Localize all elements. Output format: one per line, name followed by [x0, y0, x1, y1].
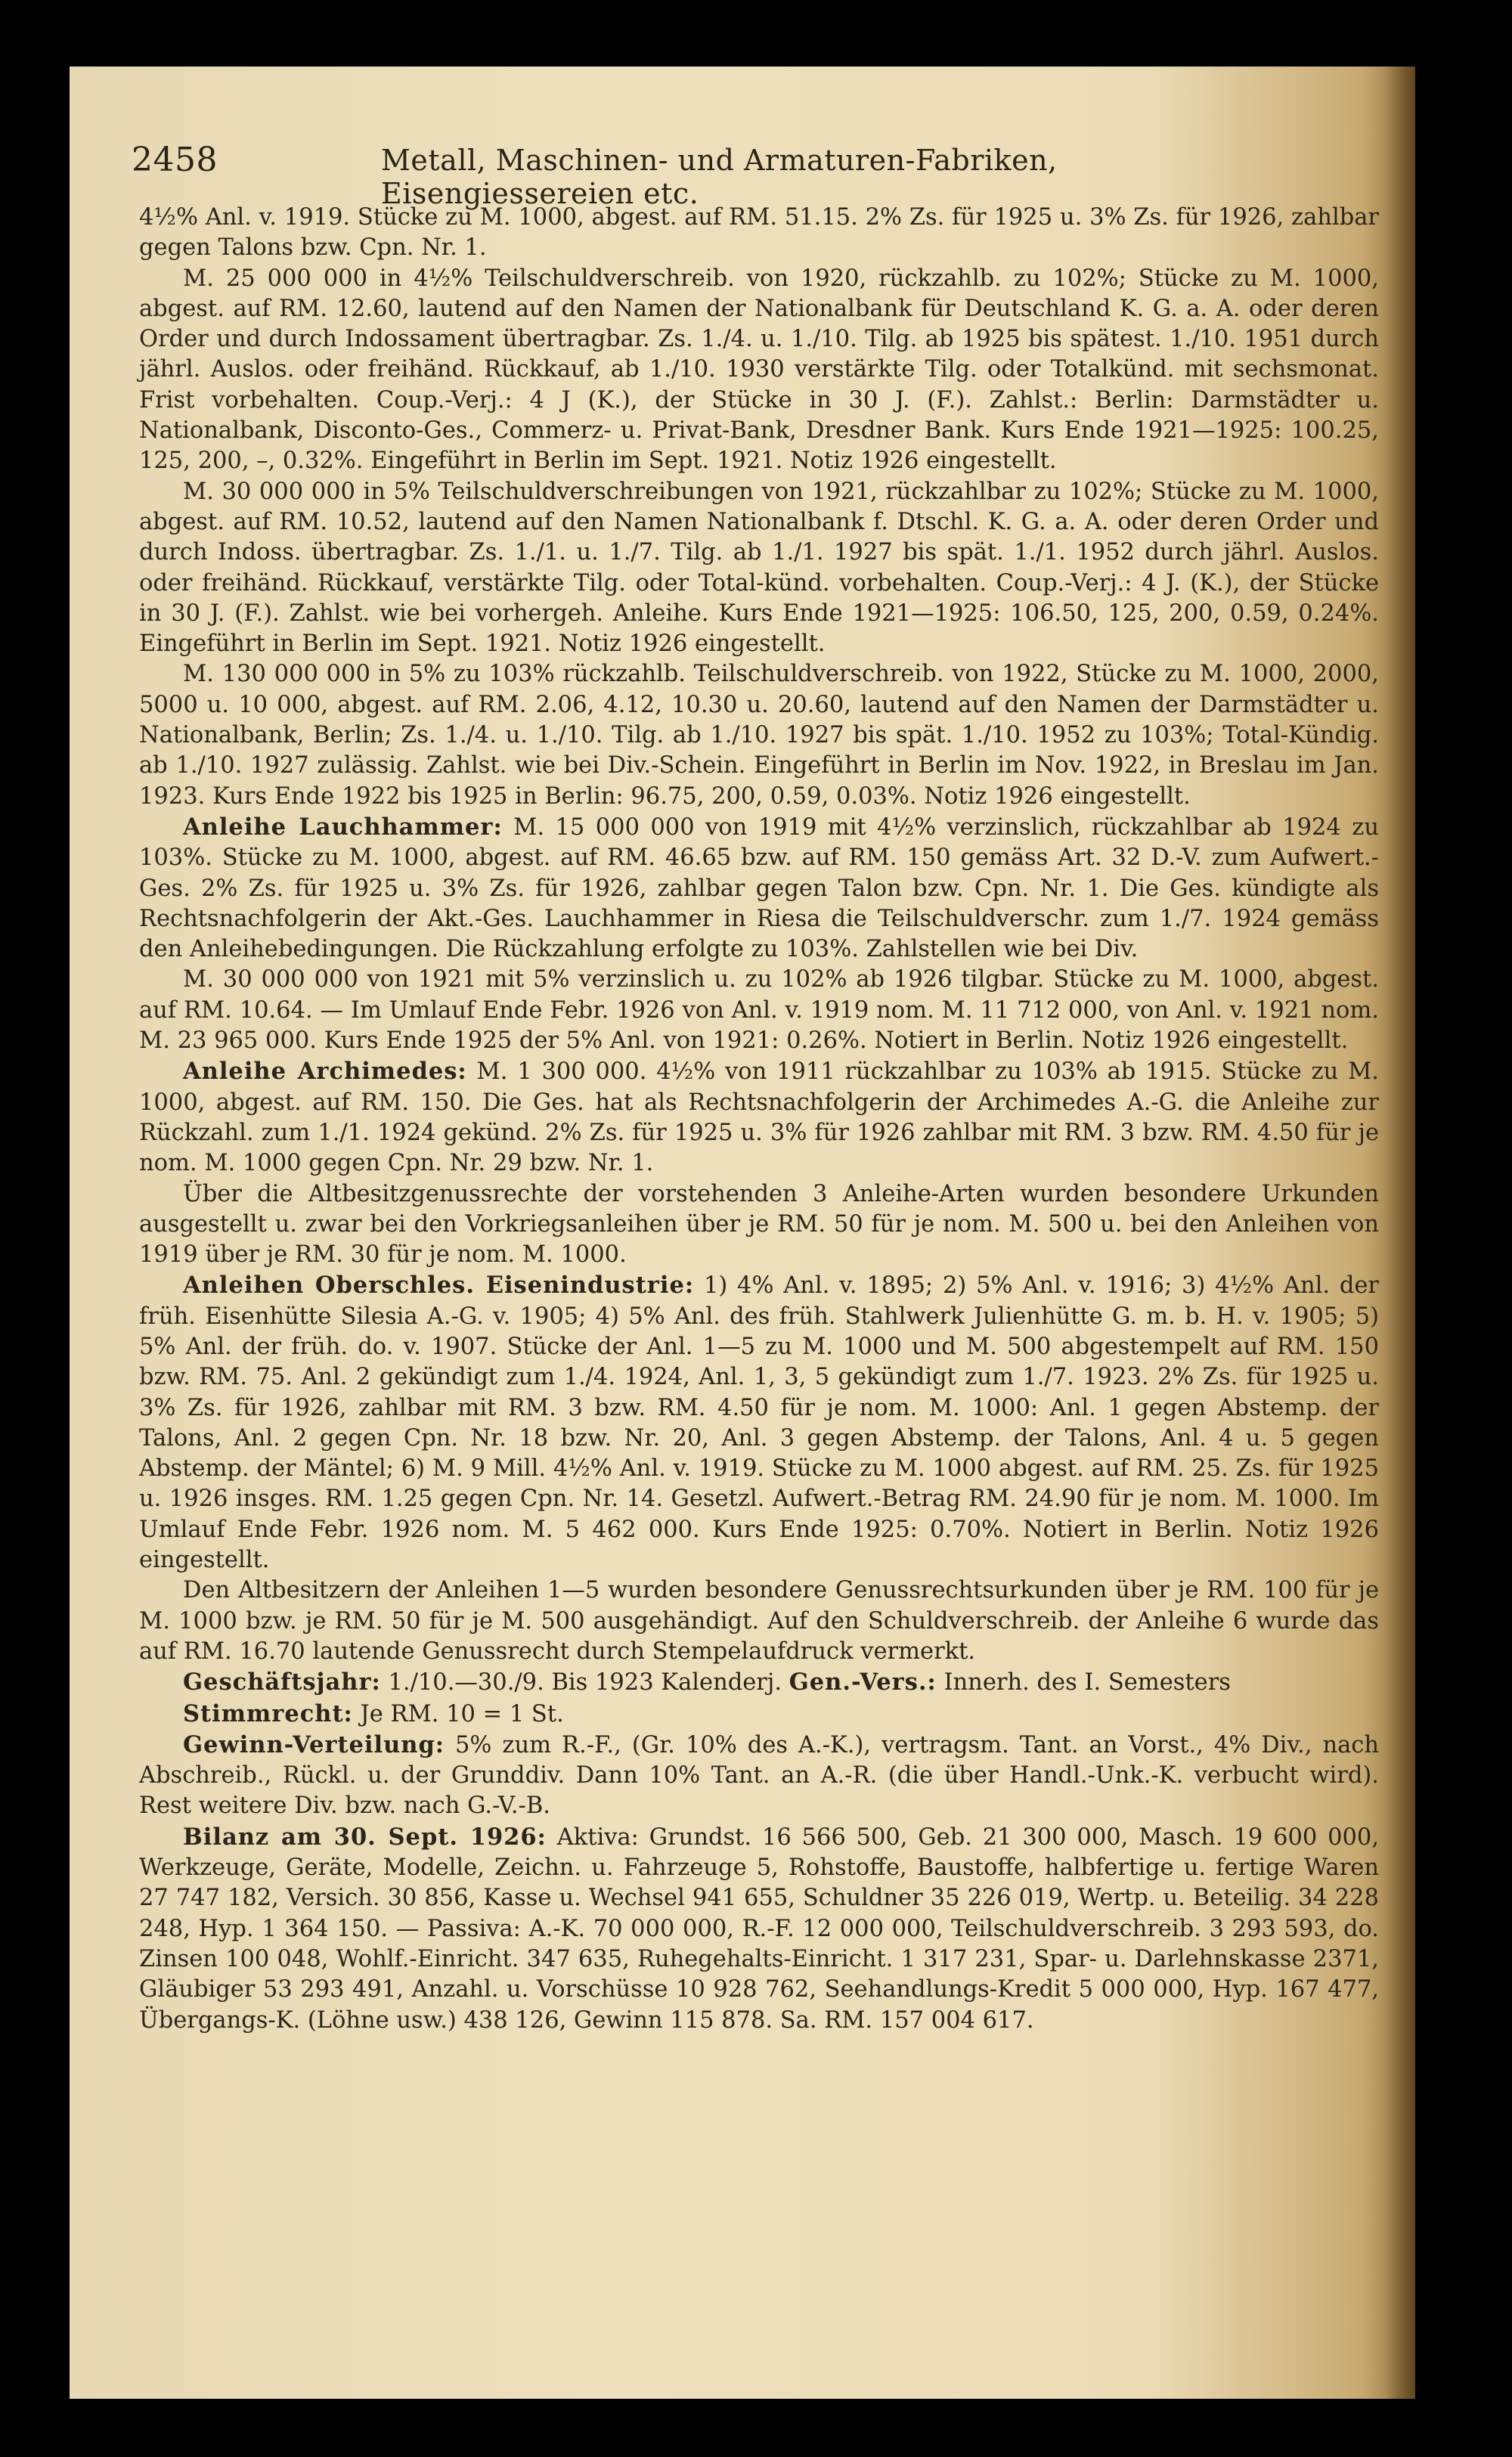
book-page: [70, 67, 1415, 2399]
section-lead: Stimmrecht:: [183, 1699, 353, 1727]
paragraph: Gewinn-Verteilung: 5% zum R.-F., (Gr. 10% des A.-K.), vertragsm. Tant. an Vorst., 4% Div., nach Abschreib., Rückl. u. der Grunddiv. Dann 10% Tant. an A.-R. (die über Handl.-Unk.-K. verbucht wird). Rest weitere Div. bzw. nach G.-V.-B.: [139, 1730, 1379, 1820]
paragraph: Anleihe Archimedes: M. 1 300 000. 4½% von 1911 rückzahlbar zu 103% ab 1915. Stücke zu M. 1000, abgest. auf RM. 150. Die Ges. hat als Rechtsnachfolgerin der Archimedes A.-G. die Anleihe zur Rückzahl. zum 1./1. 1924 gekünd. 2% Zs. für 1925 u. 3% für 1926 zahlbar mit RM. 3 bzw. RM. 4.50 für je nom. M. 1000 gegen Cpn. Nr. 29 bzw. Nr. 1.: [139, 1058, 1379, 1177]
section-lead: Anleihen Oberschles. Eisenindustrie:: [183, 1272, 695, 1300]
section-lead: Gen.-Vers.:: [789, 1668, 937, 1696]
section-lead: Bilanz am 30. Sept. 1926:: [183, 1823, 547, 1851]
section-lead: Anleihe Lauchhammer:: [183, 813, 503, 841]
paragraph: M. 30 000 000 von 1921 mit 5% verzinslich u. zu 102% ab 1926 tilgbar. Stücke zu M. 1000, abgest. auf RM. 10.64. — Im Umlauf Ende Febr. 1926 von Anl. v. 1919 nom. M. 11 712 000, von Anl. v. 1921 nom. M. 23 965 000. Kurs Ende 1925 der 5% Anl. von 1921: 0.26%. Notiert in Berlin. Notiz 1926 eingestellt.: [139, 966, 1379, 1055]
paragraph: 4½% Anl. v. 1919. Stücke zu M. 1000, abgest. auf RM. 51.15. 2% Zs. für 1925 u. 3% Zs. für 1926, zahlbar gegen Talons bzw. Cpn. Nr. 1.: [139, 204, 1379, 262]
paragraph: Anleihe Lauchhammer: M. 15 000 000 von 1919 mit 4½% verzinslich, rückzahlbar ab 1924 zu 103%. Stücke zu M. 1000, abgest. auf RM. 46.65 bzw. auf RM. 150 gemäss Art. 32 D.-V. zum Aufwert.-Ges. 2% Zs. für 1925 u. 3% Zs. für 1926, zahlbar gegen Talon bzw. Cpn. Nr. 1. Die Ges. kündigte als Rechtsnachfolgerin der Akt.-Ges. Lauchhammer in Riesa die Teilschuldverschr. zum 1./7. 1924 gemäss den Anleihebedingungen. Die Rückzahlung erfolgte zu 103%. Zahlstellen wie bei Div.: [139, 813, 1379, 963]
page-number: 2458: [132, 141, 218, 179]
paragraph: Geschäftsjahr: 1./10.—30./9. Bis 1923 Kalenderj. Gen.-Vers.: Innerh. des I. Semesters: [183, 1668, 1231, 1696]
paragraph: M. 130 000 000 in 5% zu 103% rückzahlb. Teilschuldverschreib. von 1922, Stücke zu M. 1000, 2000, 5000 u. 10 000, abgest. auf RM. 2.06, 4.12, 10.30 u. 20.60, lautend auf den Namen der Darmstädter u. Nationalbank, Berlin; Zs. 1./4. u. 1./10. Tilg. ab 1./10. 1927 bis spät. 1./10. 1952 zu 103%; Total-Kündig. ab 1./10. 1927 zulässig. Zahlst. wie bei Div.-Schein. Eingeführt in Berlin im Nov. 1922, in Breslau im Jan. 1923. Kurs Ende 1922 bis 1925 in Berlin: 96.75, 200, 0.59, 0.03%. Notiz 1926 eingestellt.: [139, 661, 1379, 810]
running-title: Metall, Maschinen- und Armaturen-Fabriken, Eisengiessereien etc.: [381, 144, 1058, 210]
page-header: [132, 141, 1311, 210]
section-lead: Anleihe Archimedes:: [183, 1058, 467, 1086]
section-lead: Geschäftsjahr:: [183, 1668, 381, 1696]
section-lead: Gewinn-Verteilung:: [183, 1730, 445, 1758]
paragraph: Bilanz am 30. Sept. 1926: Aktiva: Grundst. 16 566 500, Geb. 21 300 000, Masch. 19 600 000, Werkzeuge, Geräte, Modelle, Zeichn. u. Fahrzeuge 5, Rohstoffe, Baustoffe, halbfertige u. fertige Waren 27 747 182, Versich. 30 856, Kasse u. Wechsel 941 655, Schuldner 35 226 019, Wertp. u. Beteilig. 34 228 248, Hyp. 1 364 150. — Passiva: A.-K. 70 000 000, R.-F. 12 000 000, Teilschuldverschreib. 3 293 593, do. Zinsen 100 048, Wohlf.-Einricht. 347 635, Ruhegehalts-Einricht. 1 317 231, Spar- u. Darlehnskasse 2371, Gläubiger 53 293 491, Anzahl. u. Vorschüsse 10 928 762, Seehandlungs-Kredit 5 000 000, Hyp. 167 477, Übergangs-K. (Löhne usw.) 438 126, Gewinn 115 878. Sa. RM. 157 004 617.: [139, 1823, 1380, 2034]
paragraph: Über die Altbesitzgenussrechte der vorstehenden 3 Anleihe-Arten wurden besondere Urkunden ausgestellt u. zwar bei den Vorkriegsanleihen über je RM. 50 für je nom. M. 500 u. bei den Anleihen von 1919 über je RM. 30 für je nom. M. 1000.: [139, 1180, 1379, 1269]
paragraph: M. 25 000 000 in 4½% Teilschuldverschreib. von 1920, rückzahlb. zu 102%; Stücke zu M. 1000, abgest. auf RM. 12.60, lautend auf den Namen der Nationalbank für Deutschland K. G. a. A. oder deren Order und durch Indossament übertragbar. Zs. 1./4. u. 1./10. Tilg. ab 1925 bis spätest. 1./10. 1951 durch jährl. Auslos. oder freihänd. Rückkauf, ab 1./10. 1930 verstärkte Tilg. oder Totalkünd. mit sechsmonat. Frist vorbehalten. Coup.-Verj.: 4 J (K.), der Stücke in 30 J. (F.). Zahlst.: Berlin: Darmstädter u. Nationalbank, Disconto-Ges., Commerz- u. Privat-Bank, Dresdner Bank. Kurs Ende 1921—1925: 100.25, 125, 200, –, 0.32%. Eingeführt in Berlin im Sept. 1921. Notiz 1926 eingestellt.: [139, 265, 1379, 475]
paragraph: M. 30 000 000 in 5% Teilschuldverschreibungen von 1921, rückzahlbar zu 102%; Stücke zu M. 1000, abgest. auf RM. 10.52, lautend auf den Namen Nationalbank f. Dtschl. K. G. a. A. oder deren Order und durch Indoss. übertragbar. Zs. 1./1. u. 1./7. Tilg. ab 1./1. 1927 bis spät. 1./1. 1952 durch jährl. Auslos. oder freihänd. Rückkauf, verstärkte Tilg. oder Total-künd. vorbehalten. Coup.-Verj.: 4 J. (K.), der Stücke in 30 J. (F.). Zahlst. wie bei vorhergeh. Anleihe. Kurs Ende 1921—1925: 106.50, 125, 200, 0.59, 0.24%. Eingeführt in Berlin im Sept. 1921. Notiz 1926 eingestellt.: [139, 478, 1379, 658]
page-body: [139, 203, 1379, 2036]
paragraph: Stimmrecht: Je RM. 10 = 1 St.: [183, 1699, 564, 1727]
paragraph: Anleihen Oberschles. Eisenindustrie: 1) 4% Anl. v. 1895; 2) 5% Anl. v. 1916; 3) 4½% Anl. der früh. Eisenhütte Silesia A.-G. v. 1905; 4) 5% Anl. des früh. Stahlwerk Julienhütte G. m. b. H. v. 1905; 5) 5% Anl. der früh. do. v. 1907. Stücke der Anl. 1—5 zu M. 1000 und M. 500 abgestempelt auf RM. 150 bzw. RM. 75. Anl. 2 gekündigt zum 1./4. 1924, Anl. 1, 3, 5 gekündigt zum 1./7. 1923. 2% Zs. für 1925 u. 3% Zs. für 1926, zahlbar mit RM. 3 bzw. RM. 4.50 für je nom. M. 1000: Anl. 1 gegen Abstemp. der Talons, Anl. 2 gegen Cpn. Nr. 18 bzw. Nr. 20, Anl. 3 gegen Abstemp. der Talons, Anl. 4 u. 5 gegen Abstemp. der Mäntel; 6) M. 9 Mill. 4½% Anl. v. 1919. Stücke zu M. 1000 abgest. auf RM. 25. Zs. für 1925 u. 1926 insges. RM. 1.25 gegen Cpn. Nr. 14. Gesetzl. Aufwert.-Betrag RM. 24.90 für je nom. M. 1000. Im Umlauf Ende Febr. 1926 nom. M. 5 462 000. Kurs Ende 1925: 0.70%. Notiert in Berlin. Notiz 1926 eingestellt.: [139, 1272, 1380, 1574]
paragraph: Den Altbesitzern der Anleihen 1—5 wurden besondere Genussrechtsurkunden über je RM. 100 für je M. 1000 bzw. je RM. 50 für je M. 500 ausgehändigt. Auf den Schuldverschreib. der Anleihe 6 wurde das auf RM. 16.70 lautende Genussrecht durch Stempelaufdruck vermerkt.: [139, 1577, 1379, 1665]
